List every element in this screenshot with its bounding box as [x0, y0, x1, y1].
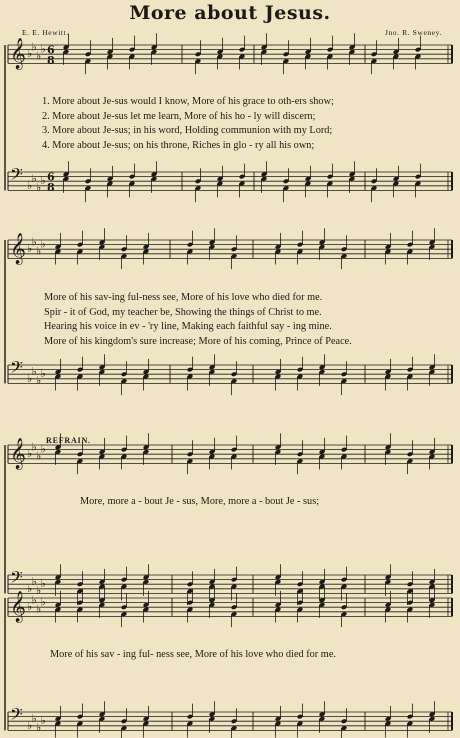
flat-sign: ♭	[36, 49, 42, 63]
flat-sign: ♭	[40, 174, 46, 188]
flat-sign: ♭	[27, 581, 33, 595]
refrain-line-1: More, more a - bout Je - sus, More, more a - bout Je - sus;	[80, 496, 320, 507]
flat-sign: ♭	[40, 442, 46, 456]
flat-sign: ♭	[36, 584, 42, 598]
verse-line-3: 3. More about Je-sus; in his word, Holding communion with my Lord;	[42, 125, 333, 136]
verse-line-3: Hearing his voice in ev - 'ry line, Making each faithful say - ing mine.	[44, 321, 332, 332]
verse-line-1: More of his sav-ing ful-ness see, More of his love who died for me.	[44, 292, 323, 303]
flat-sign: ♭	[36, 721, 42, 735]
flat-sign: ♭	[36, 602, 42, 616]
time-signature-top: 6	[47, 43, 55, 57]
bass-clef: 𝄢	[10, 357, 23, 381]
flat-sign: ♭	[27, 242, 33, 256]
verse-block-2	[44, 291, 352, 349]
flat-sign: ♭	[36, 449, 42, 463]
flat-sign: ♭	[40, 237, 46, 251]
refrain-line-2: More of his sav - ing ful- ness see, More of his love who died for me.	[50, 649, 336, 660]
hymn-title: More about Jesus.	[129, 2, 331, 24]
flat-sign: ♭	[40, 42, 46, 56]
flat-sign: ♭	[31, 364, 37, 378]
flat-sign: ♭	[36, 181, 42, 195]
treble-clef: 𝄞	[10, 233, 26, 264]
flat-sign: ♭	[36, 244, 42, 258]
flat-sign: ♭	[31, 171, 37, 185]
verse-block-1	[42, 95, 334, 153]
time-signature-bottom: 8	[47, 53, 55, 67]
verse-line-2: 2. More about Je-sus let me learn, More of his ho - ly will discern;	[42, 110, 316, 122]
flat-sign: ♭	[40, 577, 46, 591]
treble-clef: 𝄞	[10, 38, 26, 69]
time-signature-top: 6	[47, 170, 55, 184]
flat-sign: ♭	[27, 718, 33, 732]
verse-line-4: More of his kingdom's sure increase; More of his coming, Prince of Peace.	[44, 335, 352, 347]
flat-sign: ♭	[36, 374, 42, 388]
flat-sign: ♭	[40, 595, 46, 609]
flat-sign: ♭	[31, 40, 37, 54]
bass-clef: 𝄢	[10, 704, 23, 728]
verse-line-1: 1. More about Je-sus would I know, More of his grace to oth-ers show;	[42, 96, 334, 107]
flat-sign: ♭	[27, 447, 33, 461]
time-signature-bottom: 8	[47, 180, 55, 194]
treble-clef: 𝄞	[10, 438, 26, 469]
flat-sign: ♭	[27, 178, 33, 192]
flat-sign: ♭	[40, 367, 46, 381]
flat-sign: ♭	[27, 47, 33, 61]
bass-clef: 𝄢	[10, 164, 23, 188]
flat-sign: ♭	[31, 593, 37, 607]
flat-sign: ♭	[27, 371, 33, 385]
verse-line-2: Spir - it of God, my teacher be, Showing the things of Christ to me.	[44, 306, 322, 318]
treble-clef: 𝄞	[10, 591, 26, 622]
flat-sign: ♭	[31, 711, 37, 725]
words-credit: E. E. Hewitt.	[22, 28, 69, 37]
verse-line-4: 4. More about Je-sus; on his throne, Riches in glo - ry all his own;	[42, 139, 315, 151]
flat-sign: ♭	[31, 574, 37, 588]
bass-clef: 𝄢	[10, 567, 23, 591]
flat-sign: ♭	[40, 714, 46, 728]
flat-sign: ♭	[31, 440, 37, 454]
flat-sign: ♭	[31, 235, 37, 249]
refrain-label: REFRAIN.	[46, 436, 91, 445]
music-credit: Jno. R. Sweney.	[384, 28, 442, 37]
flat-sign: ♭	[27, 600, 33, 614]
